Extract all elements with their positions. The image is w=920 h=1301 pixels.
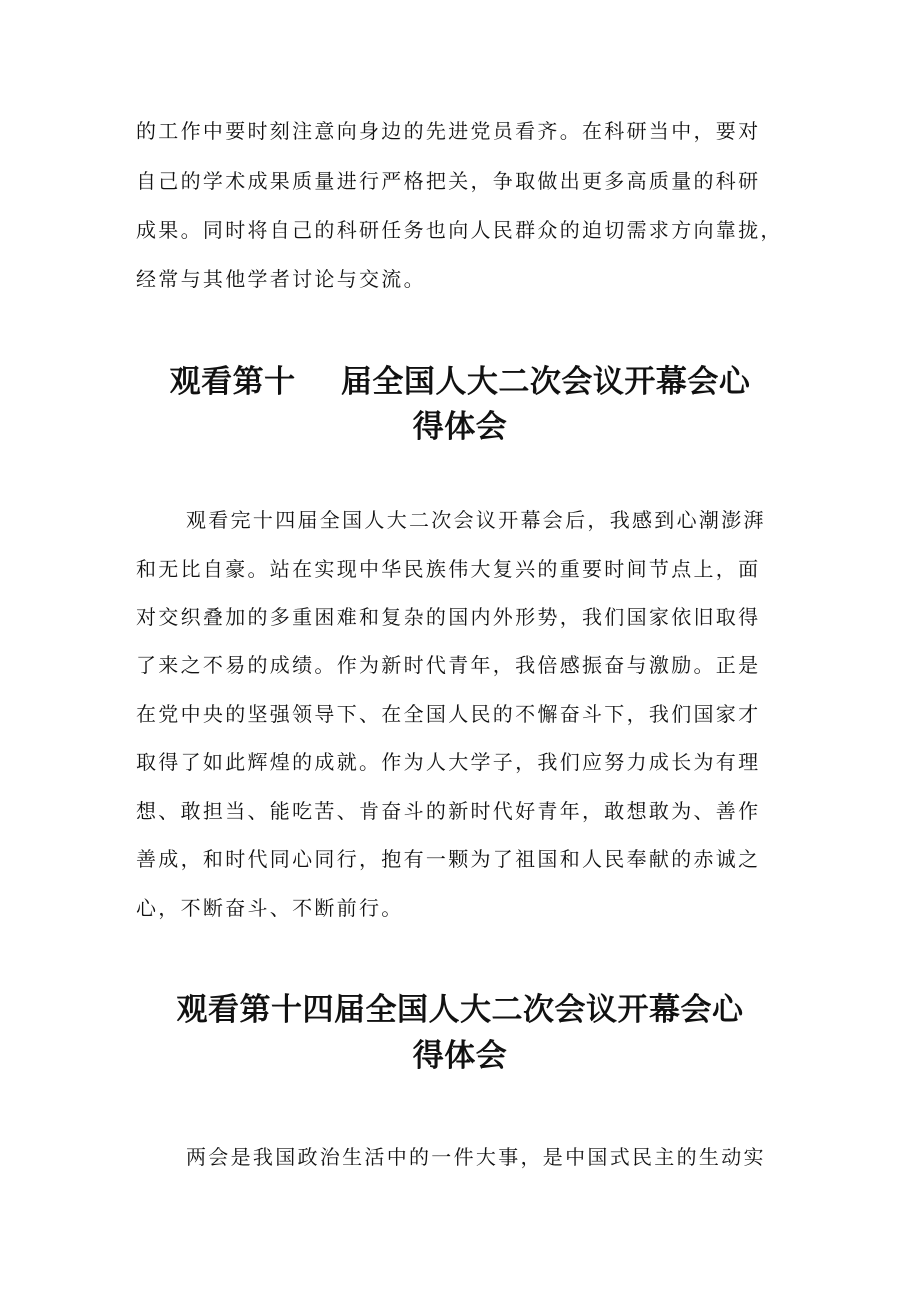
paragraph-line: 的工作中要时刻注意向身边的先进党员看齐。在科研当中，要对 (136, 119, 761, 143)
paragraph-line: 和无比自豪。站在实现中华民族伟大复兴的重要时间节点上，面 (136, 557, 761, 581)
paragraph-line: 取得了如此辉煌的成就。作为人大学子，我们应努力成长为有理 (136, 750, 761, 774)
heading-line-1: 观看第十 届全国人大二次会议开幕会心 (169, 364, 751, 400)
paragraph-line: 善成，和时代同心同行，抱有一颗为了祖国和人民奉献的赤诚之 (136, 847, 761, 871)
paragraph-line: 了来之不易的成绩。作为新时代青年，我倍感振奋与激励。正是 (136, 653, 761, 677)
paragraph-line: 自己的学术成果质量进行严格把关，争取做出更多高质量的科研 (136, 169, 761, 193)
heading-line-1: 观看第十四届全国人大二次会议开幕会心 (176, 992, 744, 1028)
heading-line-2: 得体会 (412, 1038, 508, 1074)
paragraph-line: 经常与其他学者讨论与交流。 (136, 267, 426, 291)
paragraph-line: 观看完十四届全国人大二次会议开幕会后，我感到心潮澎湃 (186, 508, 766, 532)
paragraph-line: 想、敢担当、能吃苦、肯奋斗的新时代好青年，敢想敢为、善作 (136, 799, 761, 823)
paragraph-line: 成果。同时将自己的科研任务也向人民群众的迫切需求方向靠拢， (136, 218, 783, 242)
paragraph-line: 心，不断奋斗、不断前行。 (136, 896, 404, 920)
heading-line-2: 得体会 (412, 409, 508, 445)
paragraph-line: 两会是我国政治生活中的一件大事，是中国式民主的生动实 (186, 1145, 766, 1169)
paragraph-line: 对交织叠加的多重困难和复杂的国内外形势，我们国家依旧取得 (136, 605, 761, 629)
paragraph-line: 在党中央的坚强领导下、在全国人民的不懈奋斗下，我们国家才 (136, 702, 761, 726)
